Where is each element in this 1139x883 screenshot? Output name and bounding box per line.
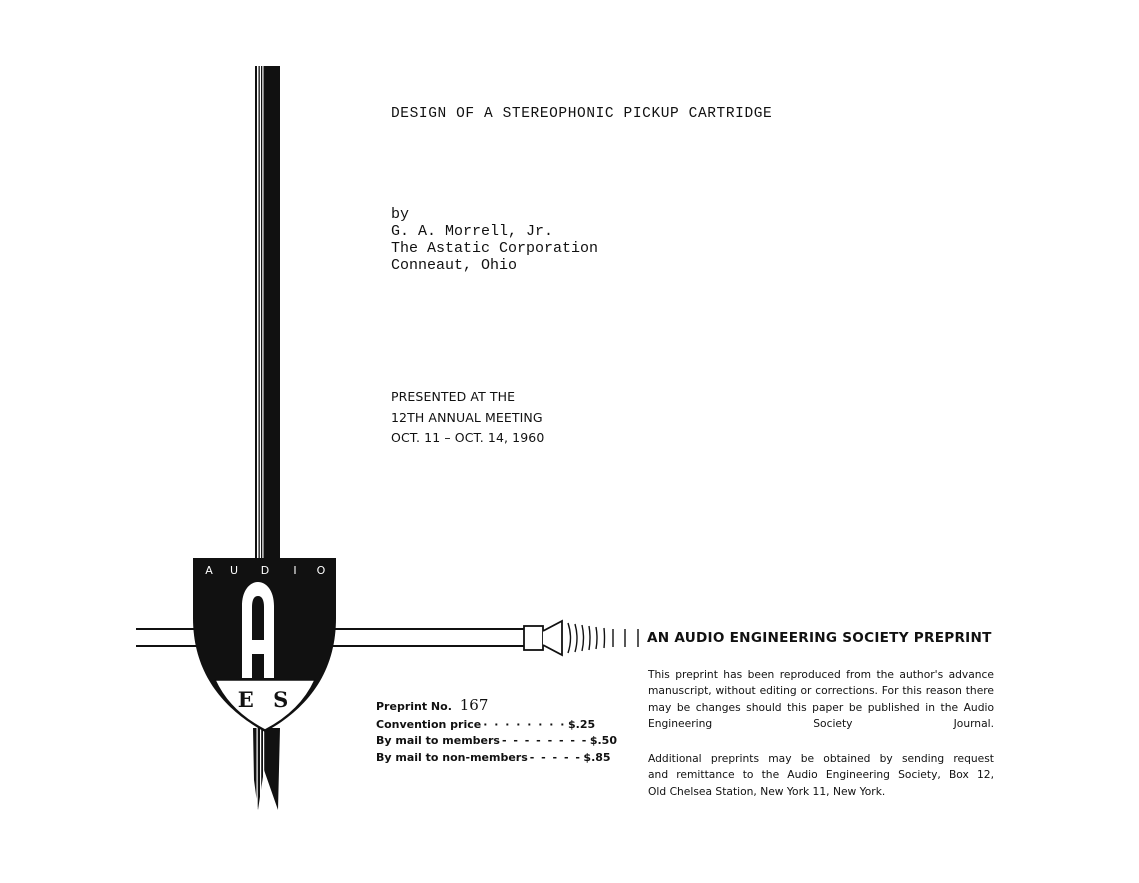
pricing-block [376, 694, 617, 766]
notice-line: Old Chelsea Station, New York 11, New York. [648, 784, 886, 798]
notice-paragraph-1: This preprint has been reproduced from the author's advance manuscript, without editing or corrections. For this reason there may be changes should this paper be published in the Audio Engineering Society Journal. [648, 668, 994, 730]
price-leader: · · · · · · · · [483, 718, 566, 731]
speaker-icon [524, 621, 638, 655]
shield-letter-a: A [205, 564, 213, 577]
notice-line: Additional preprints may be obtained by sending request [648, 752, 994, 765]
shield-letter-d: D [260, 564, 270, 577]
price-value: $.25 [567, 718, 596, 731]
price-value: $.50 [589, 734, 617, 748]
shield-letter-u: U [229, 564, 239, 577]
author-location: Conneaut, Ohio [391, 257, 518, 274]
notice-line: and remittance to the Audio Engineering Society, Box 12, [648, 768, 994, 782]
price-leader: - - - - - - - - [501, 734, 588, 748]
presented-line-2: 12TH ANNUAL MEETING [391, 409, 543, 425]
presented-line-1: PRESENTED AT THE [391, 389, 516, 404]
lower-stripes-icon [253, 728, 280, 810]
presented-line-3: OCT. 11 – OCT. 14, 1960 [391, 430, 545, 445]
price-label: Convention price [376, 718, 482, 731]
shield-es-letters: E S [237, 687, 295, 712]
price-row [376, 750, 617, 766]
preprint-number-row [376, 694, 617, 716]
price-row [376, 717, 617, 733]
price-label: By mail to non-members [376, 750, 528, 764]
author-name: G. A. Morrell, Jr. [391, 223, 554, 240]
notice-paragraph-2 [648, 751, 994, 800]
author-affiliation: The Astatic Corporation [391, 240, 599, 257]
price-row [376, 733, 617, 749]
paper-title: DESIGN OF A STEREOPHONIC PICKUP CARTRIDGE [391, 106, 773, 122]
price-value: $.85 [583, 750, 611, 764]
price-label: By mail to members [376, 734, 500, 748]
presented-block [391, 387, 544, 449]
preprint-number-label: Preprint No. [376, 700, 452, 713]
shield-letter-i: I [293, 564, 297, 577]
preprint-number-value: 167 [459, 696, 489, 714]
price-leader: - - - - - [529, 750, 582, 764]
preprint-heading: AN AUDIO ENGINEERING SOCIETY PREPRINT [647, 630, 992, 646]
byline-by: by [391, 206, 410, 223]
byline [391, 206, 598, 274]
vertical-stripes-icon [255, 66, 280, 566]
shield-letter-o: O [316, 564, 326, 577]
